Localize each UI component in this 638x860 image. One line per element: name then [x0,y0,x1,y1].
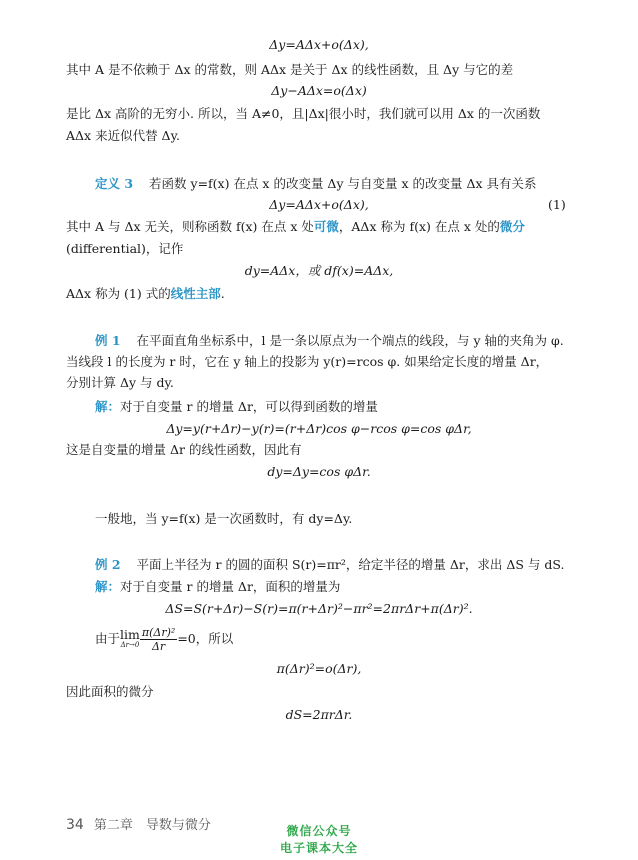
example-1-line: 分别计算 Δy 与 dy. [66,375,174,390]
definition-equation-2: dy=AΔx，或 df(x)=AΔx, [244,263,394,278]
text-span: =0，所以 [177,631,234,646]
fraction-numerator: π(Δr)² [141,626,176,639]
definition-equation: Δy=AΔx+o(Δx), [269,197,369,212]
solution-line: 这是自变量的增量 Δr 的线性函数，因此有 [66,442,302,457]
term-differential: 微分 [499,219,525,234]
example-2-equation: ΔS=S(r+Δr)−S(r)=π(r+Δr)²−πr²=2πrΔr+π(Δr)². [165,601,473,616]
example-2-label: 例 2 [95,557,121,572]
fraction-denominator: Δr [151,640,166,653]
definition-line [95,175,537,193]
example-1-equation: Δy=y(r+Δr)−y(r)=(r+Δr)cos φ−rcos φ=cos φΔr, [166,421,472,436]
example-2-equation-2: π(Δr)²=o(Δr), [276,661,362,676]
solution-text: 对于自变量 r 的增量 Δr，面积的增量为 [120,579,341,594]
fraction [140,626,177,653]
solution-line [95,398,378,416]
solution-text: 对于自变量 r 的增量 Δr，可以得到函数的增量 [120,399,378,414]
example-1-equation-2: dy=Δy=cos φΔr. [267,464,371,479]
example-2-text: 平面上半径为 r 的圆的面积 S(r)=πr²，给定半径的增量 Δr，求出 ΔS 与 dS. [136,557,565,572]
paragraph-line: 是比 Δx 高阶的无穷小. 所以，当 A≠0，且|Δx|很小时，我们就可以用 Δx 的一次函数 [66,106,541,121]
definition-line: (differential)，记作 [66,241,184,256]
example-2-equation-3: dS=2πrΔr. [285,707,353,722]
equation-number: (1) [548,197,566,212]
limit-subscript: Δr→0 [120,640,140,649]
solution-line: 因此面积的微分 [66,684,154,699]
equation-difference: Δy−AΔx=o(Δx) [271,83,367,98]
text-span: AΔx 称为 (1) 式的 [66,286,171,301]
text-span: . [220,286,225,301]
text-span: ，AΔx 称为 f(x) 在点 x 处的 [338,219,500,234]
general-remark: 一般地，当 y=f(x) 是一次函数时，有 dy=Δy. [95,511,353,526]
limit-operator [120,626,140,651]
example-1-line: 当线段 l 的长度为 r 时，它在 y 轴上的投影为 y(r)=rcos φ. 如果给定长度的增量 Δr， [66,354,549,369]
solution-label: 解： [95,579,121,594]
term-differentiable: 可微 [313,219,339,234]
example-2-line [95,556,565,574]
definition-line [66,218,525,236]
solution-label: 解： [95,399,121,414]
solution-line [95,578,340,596]
paragraph-line: AΔx 来近似代替 Δy. [66,128,180,143]
definition-label: 定义 3 [95,176,134,191]
definition-line [66,285,225,303]
limit-word: lim [120,626,140,642]
limit-line [95,624,233,654]
example-1-label: 例 1 [95,333,121,348]
chapter-title: 第二章 导数与微分 [93,818,211,833]
definition-text: 若函数 y=f(x) 在点 x 的改变量 Δy 与自变量 x 的改变量 Δx 具有关系 [149,176,537,191]
equation-top: Δy=AΔx+o(Δx), [269,37,369,52]
example-1-line [95,332,564,350]
paragraph-line: 其中 A 是不依赖于 Δx 的常数，则 AΔx 是关于 Δx 的线性函数，且 Δy 与它的差 [66,62,514,77]
page-number: 34 [66,817,84,833]
text-span: 其中 A 与 Δx 无关，则称函数 f(x) 在点 x 处 [66,219,314,234]
text-span: 由于 [95,631,121,646]
watermark-line-1: 微信公众号 [286,824,352,838]
example-1-text: 在平面直角坐标系中，l 是一条以原点为一个端点的线段，与 y 轴的夹角为 φ. [136,333,564,348]
watermark-line-2: 电子课本大全 [279,841,358,855]
term-linear-principal-part: 线性主部 [170,286,221,301]
